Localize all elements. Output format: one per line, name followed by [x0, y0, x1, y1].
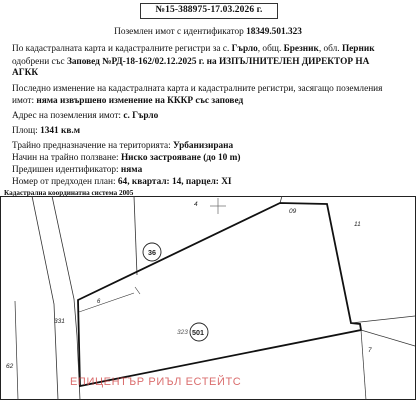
- document-number-box: [140, 3, 278, 19]
- parcel-boundary-line: [280, 196, 282, 203]
- area-value: 1341 кв.м: [40, 126, 81, 136]
- address-label: Адрес на поземления имот:: [12, 111, 124, 121]
- last-change-value: няма извършено изменение на КККР със заповед: [36, 96, 244, 106]
- address-line: [12, 111, 158, 122]
- parcel-boundary-line: [134, 196, 137, 275]
- previous-plan-label: Номер от предходен план:: [12, 177, 118, 187]
- land-purpose-line: [12, 141, 233, 152]
- parcel-label-09: 09: [289, 208, 297, 215]
- previous-plan-value: 64, квартал: 14, парцел: XI: [117, 177, 232, 187]
- previous-id-label: Предишен идентификатор:: [12, 165, 121, 175]
- property-identifier: 18349.501.323: [246, 27, 302, 37]
- approval-authority: АГКК: [12, 68, 39, 78]
- property-outline: [78, 203, 361, 386]
- text-segment: , общ.: [257, 44, 284, 54]
- region-name: Перник: [341, 44, 375, 54]
- parcel-boundary-line: [361, 330, 366, 400]
- property-title: [0, 27, 416, 38]
- previous-id-line: [12, 165, 142, 176]
- document-number: №15-388975-17.03.2026 г.: [155, 5, 263, 15]
- land-purpose-value: Урбанизирана: [173, 141, 234, 151]
- land-use-line: [12, 153, 240, 164]
- text-segment: , обл.: [318, 44, 342, 54]
- land-use-label: Начин на трайно ползване:: [12, 153, 121, 163]
- land-use-value: Ниско застрояване (до 10 m): [120, 153, 241, 163]
- previous-plan-line: [12, 177, 232, 188]
- parcel-boundary-line: [351, 316, 415, 323]
- municipality-name: Брезник: [283, 44, 319, 54]
- parcel-boundary-line: [15, 301, 18, 400]
- parcel-label-331: 331: [54, 318, 65, 325]
- approval-authority-line: [12, 68, 38, 79]
- text-segment: одобрени със: [12, 57, 67, 67]
- last-change-line: [12, 96, 243, 107]
- land-purpose-label: Трайно предназначение на територията:: [12, 141, 174, 151]
- approval-order: Заповед №РД-18-162/02.12.2025 г. на ИЗПЪЛНИТЕЛЕН ДИРЕКТОР НА: [66, 57, 370, 67]
- parcel-boundary-line: [361, 330, 415, 346]
- parcel-label-62: 62: [6, 363, 14, 370]
- parcel-label-323: 323: [177, 329, 188, 336]
- parcel-label-6: 6: [97, 299, 101, 305]
- agency-watermark: ЕПИЦЕНТЪР РИЪЛ ЕСТЕЙТС: [70, 376, 242, 388]
- last-change-label: Последно изменение на кадастралната карта и кадастралните регистри, засягащо поземления: [12, 84, 383, 94]
- approval-order-line: [12, 57, 369, 68]
- cadastral-map-line: [12, 44, 375, 55]
- area-label: Площ:: [12, 126, 41, 136]
- map-coordinate-caption: Кадастрална координатна система 2005: [4, 189, 134, 197]
- street-boundary-line: [52, 196, 80, 400]
- quarter-label-501: 501: [192, 328, 204, 337]
- parcel-label-11: 11: [354, 221, 361, 228]
- address-value: с. Гърло: [123, 111, 159, 121]
- text-segment: имот:: [12, 96, 37, 106]
- crosshair-marker: [210, 198, 226, 214]
- cadastral-map: [0, 196, 416, 400]
- text-segment: По кадастралната карта и кадастралните регистри за с.: [12, 44, 232, 54]
- area-line: [12, 126, 80, 137]
- parcel-boundary-line: [135, 287, 140, 294]
- property-title-prefix: Поземлен имот с идентификатор: [114, 27, 247, 37]
- village-name: Гърло: [231, 44, 258, 54]
- parcel-label-7: 7: [368, 347, 372, 354]
- quarter-label-36: 36: [148, 248, 156, 257]
- street-boundary-line: [32, 196, 58, 400]
- previous-id-value: няма: [120, 165, 143, 175]
- parcel-label-4: 4: [194, 201, 198, 208]
